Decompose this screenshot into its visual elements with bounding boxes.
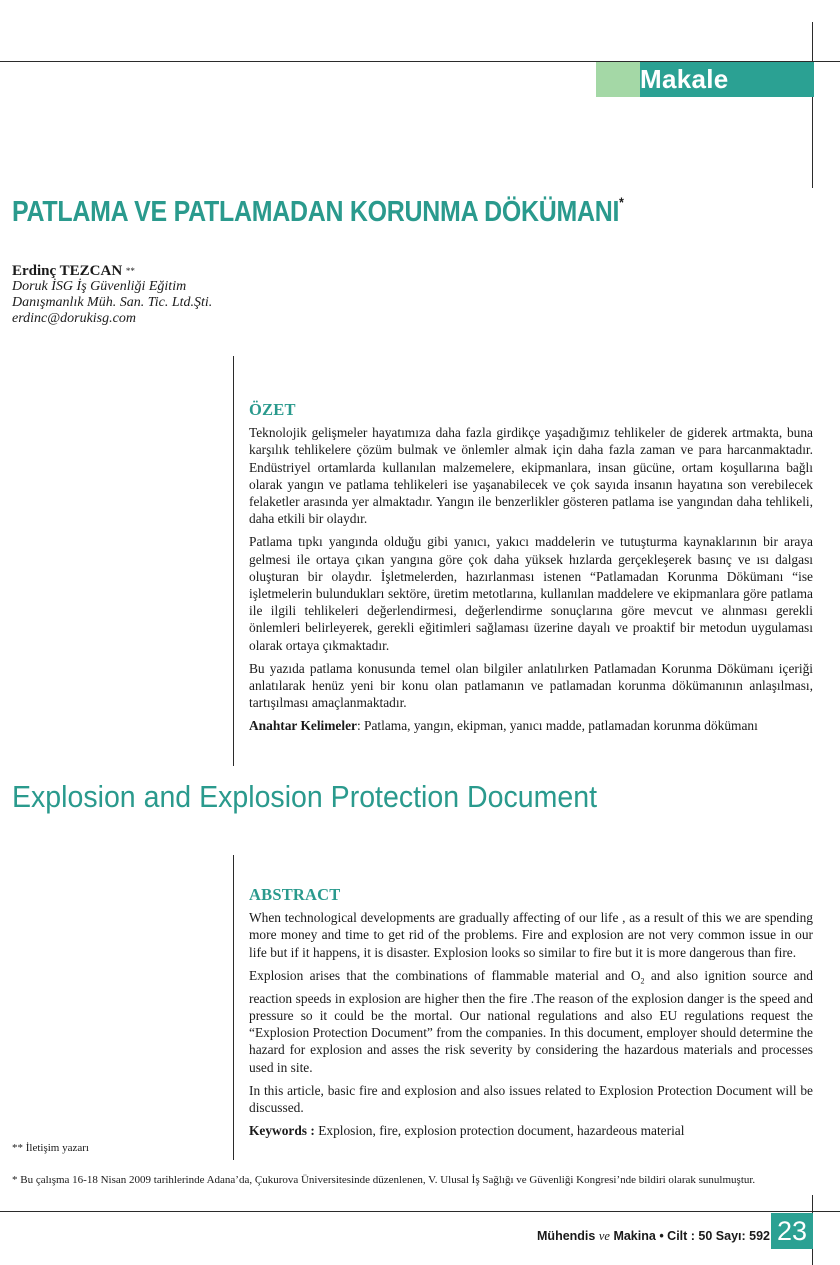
oxygen-subscript: 2 xyxy=(640,976,645,986)
journal-footer xyxy=(537,1229,770,1244)
abstract-section xyxy=(249,886,813,1145)
ozet-paragraph-3: Bu yazıda patlama konusunda temel olan bilgiler anlatılırken Patlamadan Korunma Dökümanı içeriği anlatılarak henüz yeni bir konu olan patlamanın ve patlamadan korunma dökümanının anlaşılması, tartışılması amaçlanmaktadır. xyxy=(249,660,813,711)
journal-name-ve: ve xyxy=(598,1229,610,1243)
ozet-section xyxy=(249,401,813,741)
top-vertical-rule xyxy=(812,22,813,188)
keywords-en: Explosion, fire, explosion protection document, hazardeous material xyxy=(314,1123,685,1139)
abstract-paragraph-1: When technological developments are gradually affecting of our life , as a result of this we are spending more money and time to get rid of the problems. Fire and explosion are not very common issue in our life but if it happens, it is disaster. Explosion looks so similar to fire but it is more dangerous than fire. xyxy=(249,910,813,960)
abstract-paragraph-2 xyxy=(249,967,813,1076)
ozet-paragraph-1: Teknolojik gelişmeler hayatımıza daha fazla girdikçe yaşadığımız tehlikeler de giderek artmakta, buna karşılık tehlikelere çözüm bulmak ve önlemler almak için daha fazla zaman ve para harcanmaktadır. Endüstriyel ortamlarda kullanılan malzemelere, ekipmanlara, insan gücüne, ortam koşullarına bağlı olarak yangın ve patlama tehlikeleri ise yaşanabilecek ve çok sayıda insanın hayatına son verebilecek felaketler arasında yer almaktadır. Yangın ile benzerlikler gösteren patlama ise yangından daha tehlikeli, daha etkili bir olaydır. xyxy=(249,425,813,527)
column-divider-2 xyxy=(233,855,234,1160)
page-number: 23 xyxy=(776,1216,808,1246)
keywords-label-tr: Anahtar Kelimeler xyxy=(249,718,357,734)
journal-name-b: Makina xyxy=(613,1229,656,1243)
abstract-keywords xyxy=(249,1122,813,1139)
keywords-tr: : Patlama, yangın, ekipman, yanıcı madde, patlamadan korunma dökümanı xyxy=(356,718,758,734)
journal-volume: • Cilt : 50 Sayı: 592 xyxy=(659,1229,770,1243)
author-affiliation-2: Danışmanlık Müh. San. Tic. Ltd.Şti. xyxy=(12,295,213,310)
title-footnote-marker: * xyxy=(619,194,624,210)
author-name xyxy=(12,263,212,279)
ozet-keywords xyxy=(249,717,813,734)
ozet-paragraph-2: Patlama tıpkı yangında olduğu gibi yanıcı, yakıcı maddelerin ve tutuşturma kaynaklarının bir araya gelmesi ile ortaya çıkan yangına göre çok daha yüksek hızlarda gerçekleşerek basınç ve ısı dalgası oluşturan bir olaydır. İşletmelerden, hazırlanması istenen “Patlamadan Korunma Dökümanı “ise işletmelerin bulundukları sektöre, üretim metotlarına, kullanılan maddelere ve ekipmanlara göre patlama ile ilgili tehlikeleri değerlendirmesi, değerlendirme sonuçlarına göre mevcut ve alınması gerekli önlemleri belirleyerek, gerekli eğitimleri sağlaması üzerine dayalı ve proaktif bir metodun uygulaması olarak ortaya çıkmaktadır. xyxy=(249,534,813,653)
author-affiliation-1: Doruk İSG İş Güvenliği Eğitim xyxy=(12,279,187,294)
author-name-text: Erdinç TEZCAN xyxy=(12,263,123,279)
abstract-heading: ABSTRACT xyxy=(249,885,341,904)
section-banner xyxy=(596,62,814,97)
page-number-box xyxy=(771,1213,813,1249)
article-title-tr xyxy=(12,196,624,229)
author-block xyxy=(12,263,212,327)
keywords-label-en: Keywords : xyxy=(249,1123,315,1139)
column-divider xyxy=(233,356,234,766)
journal-name-a: Mühendis xyxy=(537,1229,596,1243)
article-title-en: Explosion and Explosion Protection Document xyxy=(12,779,598,814)
author-email[interactable]: erdinc@dorukisg.com xyxy=(12,311,136,326)
section-label: Makale xyxy=(640,64,729,94)
footnote: * Bu çalışma 16-18 Nisan 2009 tarihlerinde Adana’da, Çukurova Üniversitesinde düzenlenen, V. Ulusal İş Sağlığı ve Güvenliği Kongresi’nde bildiri olarak sunulmuştur. xyxy=(12,1174,756,1186)
abstract-p2-start: Explosion arises that the combinations of flammable material and O xyxy=(249,967,641,983)
corresponding-author-note: ** İletişim yazarı xyxy=(12,1142,89,1154)
abstract-paragraph-3: In this article, basic fire and explosion and also issues related to Explosion Protection Document will be discussed. xyxy=(249,1082,813,1115)
abstract-p2-end: and also ignition source and reaction speeds in explosion are higher then the fire .The reason of the explosion danger is the speed and pressure so it could be the mortal. Our national regulations and also EU regulations request the “Explosion Protection Document” from the companies. In this document, employer should determine the hazard for explosion and asses the risk severity by considering the hazardous materials and processes used in site. xyxy=(249,967,813,1075)
author-marker: ** xyxy=(125,266,135,276)
bottom-rule xyxy=(0,1211,840,1212)
ozet-heading: ÖZET xyxy=(249,400,296,419)
banner-accent-block xyxy=(596,62,640,97)
title-tr-text: PATLAMA VE PATLAMADAN KORUNMA DÖKÜMANI xyxy=(12,196,620,228)
